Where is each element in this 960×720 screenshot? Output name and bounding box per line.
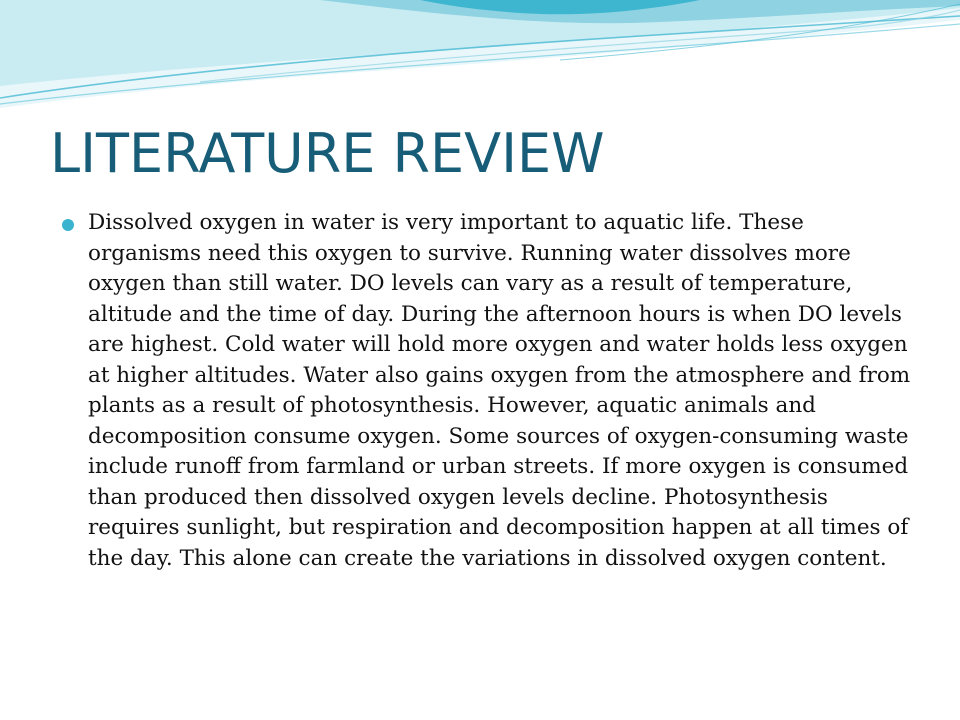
bullet-icon: [62, 219, 74, 231]
bullet-text: Dissolved oxygen in water is very important to aquatic life. These organisms need this oxygen to survive. Running water dissolves more oxygen than still water. DO levels can vary as a result of temperature, altitude and the time of day. During the afternoon hours is when DO levels are highest. Cold water will hold more oxygen and water holds less oxygen at higher altitudes. Water also gains oxygen from the atmosphere and from plants as a result of photosynthesis. However, aquatic animals and decomposition consume oxygen. Some sources of oxygen-consuming waste include runoff from farmland or urban streets. If more oxygen is consumed than produced then dissolved oxygen levels decline. Photosynthesis requires sunlight, but respiration and decomposition happen at all times of the day. This alone can create the variations in dissolved oxygen content.: [88, 210, 911, 571]
bullet-list: [62, 208, 914, 574]
slide-title: LITERATURE REVIEW: [50, 122, 605, 185]
header-wave-decoration: [0, 0, 960, 120]
bullet-item: [62, 208, 914, 574]
